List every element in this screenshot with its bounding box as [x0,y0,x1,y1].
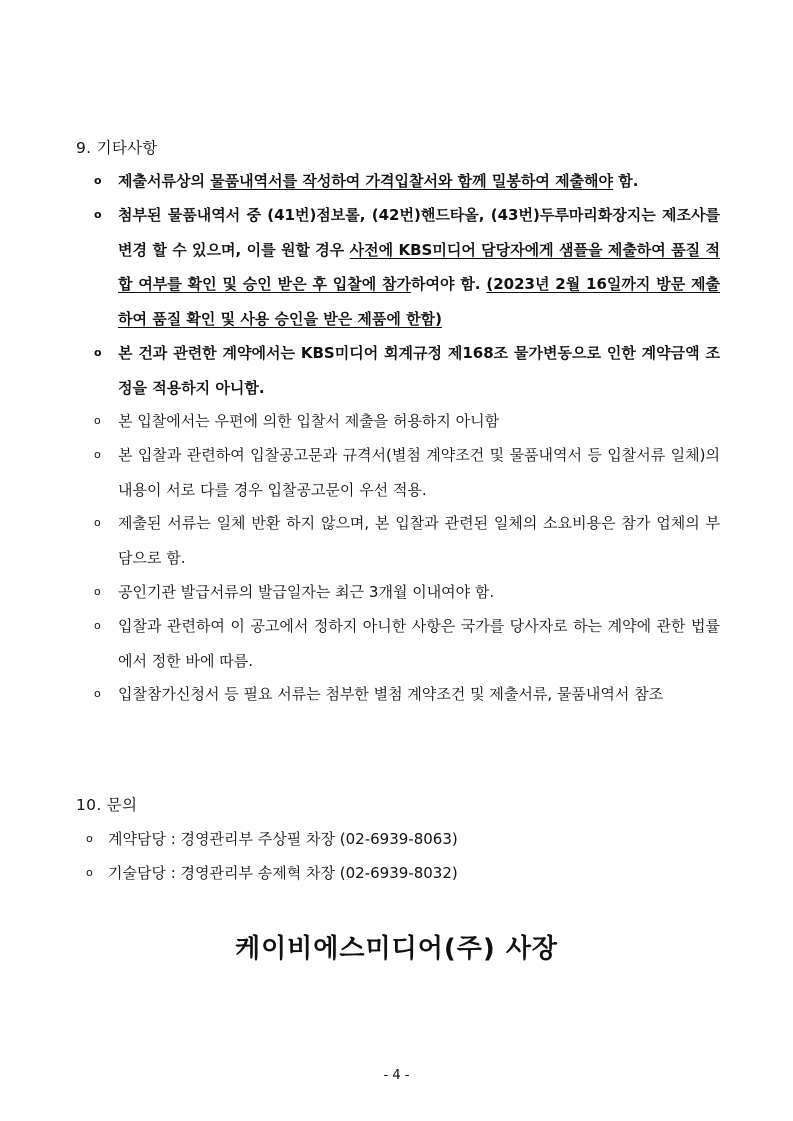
text-segment: 입찰과 관련하여 이 공고에서 정하지 아니한 사항은 국가를 당사자로 하는 계약에 관한 법률에서 정한 바에 따름. [118,617,720,670]
section-10-title: 10. 문의 [76,796,138,814]
bullet-marker: o [94,174,102,187]
text-segment: 공인기관 발급서류의 발급일자는 최근 3개월 이내여야 함. [118,583,495,601]
notice-item-text [94,336,720,405]
bullet-marker: o [94,346,102,359]
bullet-marker: o [94,414,101,427]
text-segment: 함. [613,172,639,190]
text-segment: 제출서류상의 [118,172,211,190]
underlined-text: (2023년 2월 16일까지 방문 제출하여 품질 확인 및 사용 승인을 받은 제품에 한함) [118,275,721,328]
contact-contract-text: 계약담당 : 경영관리부 주상필 차장 (02-6939-8063) [108,830,458,848]
bullet-marker: o [94,687,101,700]
notice-item-text [94,438,720,507]
text-segment: 입찰참가신청서 등 필요 서류는 첨부한 별첨 계약조건 및 제출서류, 물품내역서 참조 [118,685,664,703]
notice-item-text [94,404,720,439]
underlined-text: 물품내역서를 작성하여 가격입찰서와 함께 밀봉하여 제출해야 [210,172,614,190]
bullet-marker: o [94,619,101,632]
notice-item [94,438,720,507]
contact-technical [86,856,458,890]
notice-item [94,506,720,575]
underlined-text: 사전에 KBS미디어 담당자에게 샘플을 제출하여 품질 적합 여부를 확인 및 승인 받은 후 입찰에 참가 [118,240,720,293]
contact-technical-text: 기술담당 : 경영관리부 송제혁 차장 (02-6939-8032) [108,864,458,882]
bullet-marker: o [94,516,101,529]
notice-item [94,575,720,610]
bullet-marker: o [94,448,101,461]
bullet-marker: o [86,866,93,879]
text-segment: 본 건과 관련한 계약에서는 KBS미디어 회계규정 제168조 물가변동으로 인한 계약금액 조정을 적용하지 아니함. [118,344,720,397]
text-segment: 제출된 서류는 일체 반환 하지 않으며, 본 입찰과 관련된 일체의 소요비용은 참가 업체의 부담으로 함. [118,514,720,567]
text-segment: 본 입찰에서는 우편에 의한 입찰서 제출을 허용하지 아니함 [118,412,500,430]
notice-item-text [94,198,720,336]
notice-item [94,609,720,678]
notice-item [94,164,720,199]
notice-item [94,198,720,336]
bullet-marker: o [94,208,102,221]
text-segment: 하여야 함. [411,275,487,293]
notice-item [94,677,720,712]
notice-item [94,336,720,405]
notice-item-text [94,677,720,712]
notice-item [94,404,720,439]
page-number: - 4 - [383,1068,410,1083]
contact-contract [86,822,458,856]
section-9-title: 9. 기타사항 [76,139,158,157]
bullet-marker: o [94,585,101,598]
notice-item-text [94,575,720,610]
notice-item-text [94,506,720,575]
closing-signature: 케이비에스미디어(주) 사장 [234,934,559,964]
notice-item-text [94,164,720,199]
text-segment: 본 입찰과 관련하여 입찰공고문과 규격서(별첨 계약조건 및 물품내역서 등 입찰서류 일체)의 내용이 서로 다를 경우 입찰공고문이 우선 적용. [118,446,720,499]
notice-item-text [94,609,720,678]
text-segment: 첨부된 물품내역서 중 (41번)점보롤, (42번)핸드타올, (43번)두루마리화장지는 제조사를 변경 할 수 있으며, 이를 원할 경우 [118,206,720,259]
bullet-marker: o [86,832,93,845]
